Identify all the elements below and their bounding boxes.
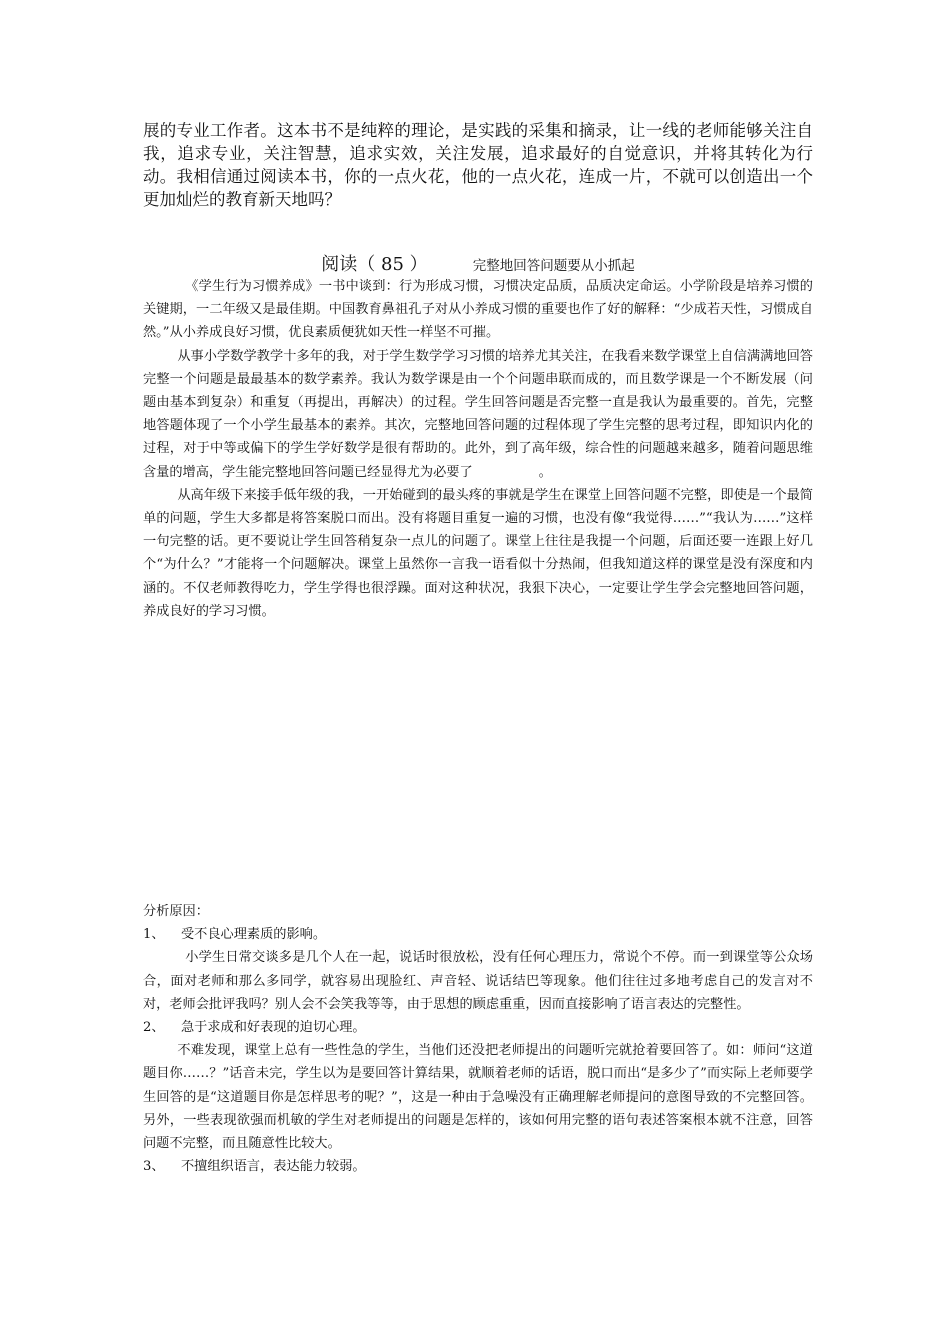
- item-heading-text: 受不良心理素质的影响。: [181, 927, 327, 943]
- item-heading-text: 不擅组织语言，表达能力较弱。: [181, 1159, 366, 1175]
- analysis-item-body: 小学生日常交谈多是几个人在一起，说话时很放松，没有任何心理压力，常说个不停。而一到课堂等公众场合，面对老师和那么多同学，就容易出现脸红、声音轻、说话结巴等现象。他们往往过多地考虑自己的发言对不对，老师会批评我吗？别人会不会笑我等等，由于思想的顾虑重重，因而直接影响了语言表达的完整性。: [143, 950, 813, 1012]
- item-number: 1、: [143, 927, 165, 943]
- intro-paragraph: 展的专业工作者。这本书不是纯粹的理论，是实践的采集和摘录，让一线的老师能够关注自我，追求专业，关注智慧，追求实效，关注发展，追求最好的自觉意识，并将其转化为行动。我相信通过阅读本书，你的一点火花，他的一点火花，连成一片，不就可以创造出一个更加灿烂的教育新天地吗？: [143, 121, 813, 209]
- paragraph: 从高年级下来接手低年级的我，一开始碰到的最头疼的事就是学生在课堂上回答问题不完整，即使是一个最简单的问题，学生大多都是将答案脱口而出。没有将题目重复一遍的习惯，也没有像“我觉得……”“我认为……”这样一句完整的话。更不要说让学生回答稍复杂一点儿的问题了。课堂上往往是我提一个问题，后面还要一连跟上好几个“为什么？”才能将一个问题解决。课堂上虽然你一言我一语看似十分热闹，但我知道这样的课堂是没有深度和内涵的。不仅老师教得吃力，学生学得也很浮躁。面对这种状况，我狠下决心，一定要让学生学会完整地回答问题，养成良好的学习习惯。: [143, 487, 813, 619]
- section-subtitle: 完整地回答问题要从小抓起: [472, 258, 635, 274]
- section-heading: [143, 250, 813, 276]
- section-title: 阅读（ 85 ）: [321, 254, 428, 275]
- analysis-item-heading: [143, 923, 813, 946]
- item-heading-text: 急于求成和好表现的迫切心理。: [181, 1020, 366, 1036]
- item-number: 2、: [143, 1020, 165, 1036]
- analysis-item-heading: [143, 1155, 813, 1178]
- item-number: 3、: [143, 1159, 165, 1175]
- analysis-item-body: 不难发现，课堂上总有一些性急的学生，当他们还没把老师提出的问题听完就抢着要回答了。如：师问“这道题目你……？”话音未完，学生以为是要回答计算结果，就顺着老师的话语，脱口而出“是多少了”而实际上老师要学生回答的是“这道题目你是怎样思考的呢？”，这是一种由于急噪没有正确理解老师提问的意图导致的不完整回答。另外，一些表现欲强而机敏的学生对老师提出的问题是怎样的，该如何用完整的语句表述答案根本就不注意，回答问题不完整，而且随意性比较大。: [143, 1043, 813, 1152]
- paragraph: 《学生行为习惯养成》一书中谈到：行为形成习惯，习惯决定品质，品质决定命运。小学阶段是培养习惯的关键期，一二年级又是最佳期。中国教育鼻祖孔子对从小养成习惯的重要也作了好的解释：“少成若天性，习惯成自然。”从小养成良好习惯，优良素质便犹如天性一样坚不可摧。: [143, 279, 813, 341]
- article-body: [143, 275, 813, 623]
- paragraph: 从事小学数学教学十多年的我，对于学生数学学习习惯的培养尤其关注，在我看来数学课堂上自信满满地回答完整一个问题是最最基本的数学素养。我认为数学课是由一个个问题串联而成的，而且数学课是一个不断发展（问题由基本到复杂）和重复（再提出，再解决）的过程。学生回答问题是否完整一直是我认为最重要的。首先，完整地答题体现了一个小学生最基本的素养。其次，完整地回答问题的过程体现了学生完整的思考过程，即知识内化的过程，对于中等或偏下的学生学好数学是很有帮助的。此外，到了高年级，综合性的问题越来越多，随着问题思维含量的增高，学生能完整地回答问题已经显得尤为必要了 。: [143, 348, 813, 480]
- analysis-title: 分析原因：: [143, 904, 209, 919]
- analysis-item-heading: [143, 1016, 813, 1039]
- analysis-section: [143, 900, 813, 1178]
